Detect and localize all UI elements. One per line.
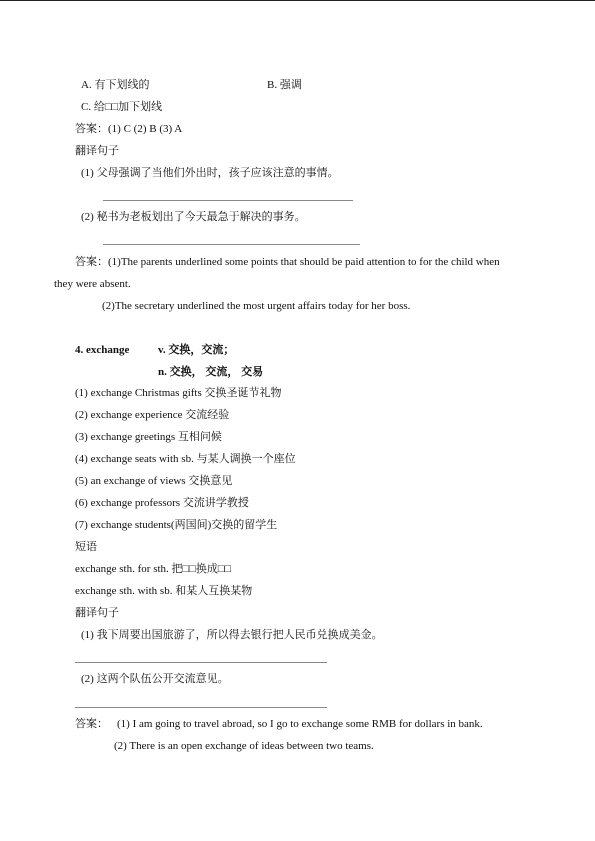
phrase-item: (7) exchange students(两国间)交换的留学生 bbox=[75, 519, 278, 531]
sentence-1: (1) 我下周要出国旅游了，所以得去银行把人民币兑换成美金。 bbox=[81, 629, 383, 641]
answer-blank-line bbox=[103, 244, 360, 245]
phrase-item: (4) exchange seats with sb. 与某人调换一个座位 bbox=[75, 453, 296, 465]
option-c: C. 给□□加下划线 bbox=[81, 101, 163, 113]
answer-choices: 答案：(1) C (2) B (3) A bbox=[75, 123, 183, 135]
option-b: B. 强调 bbox=[267, 79, 302, 91]
phrase-item: (3) exchange greetings 互相问候 bbox=[75, 431, 222, 443]
answer-label: 答案： bbox=[75, 718, 108, 730]
headword: 4. exchange bbox=[75, 344, 130, 356]
answer-blank-line bbox=[75, 662, 327, 663]
short-phrase-item: exchange sth. for sth. 把□□换成□□ bbox=[75, 563, 232, 575]
answer-blank-line bbox=[103, 200, 353, 201]
phrase-item: (2) exchange experience 交流经验 bbox=[75, 409, 230, 421]
answer-blank-line bbox=[75, 707, 327, 708]
answer-translation-line3: (2)The secretary underlined the most urgent affairs today for her boss. bbox=[102, 300, 411, 312]
answer-translation-line2: they were absent. bbox=[54, 278, 131, 290]
answer-translation-line1: 答案：(1)The parents underlined some points that should be paid attention to for the child when bbox=[75, 256, 500, 268]
phrase-item: (5) an exchange of views 交换意见 bbox=[75, 475, 233, 487]
sentence-1: (1) 父母强调了当他们外出时，孩子应该注意的事情。 bbox=[81, 167, 339, 179]
option-a: A. 有下划线的 bbox=[81, 79, 150, 91]
answer-sentence-2: (2) There is an open exchange of ideas between two teams. bbox=[114, 740, 374, 752]
phrase-item: (1) exchange Christmas gifts 交换圣诞节礼物 bbox=[75, 387, 282, 399]
part-of-speech-verb: v. 交换，交流； bbox=[158, 344, 235, 356]
sentence-2: (2) 秘书为老板划出了今天最急于解决的事务。 bbox=[81, 211, 306, 223]
translate-heading: 翻译句子 bbox=[75, 145, 119, 157]
short-phrase-heading: 短语 bbox=[75, 541, 97, 553]
translate-heading: 翻译句子 bbox=[75, 607, 119, 619]
short-phrase-item: exchange sth. with sb. 和某人互换某物 bbox=[75, 585, 253, 597]
top-border bbox=[0, 0, 595, 1]
phrase-item: (6) exchange professors 交流讲学教授 bbox=[75, 497, 249, 509]
answer-sentence-1: (1) I am going to travel abroad, so I go to exchange some RMB for dollars in bank. bbox=[117, 718, 483, 730]
sentence-2: (2) 这两个队伍公开交流意见。 bbox=[81, 673, 229, 685]
part-of-speech-noun: n. 交换， 交流， 交易 bbox=[158, 366, 264, 378]
